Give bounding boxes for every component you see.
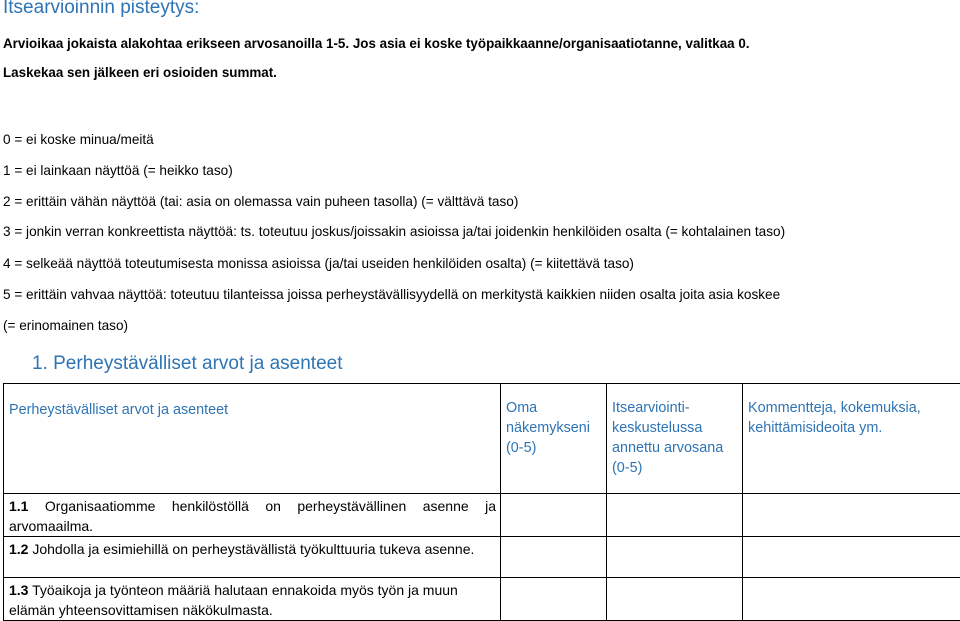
table-header-cell (607, 384, 743, 494)
table-row (4, 578, 960, 621)
instructions-line-1: Arvioikaa jokaista alakohtaa erikseen arvosanoilla 1-5. Jos asia ei koske työpaikkaanne/organisaatiotanne, valitkaa 0. (3, 36, 750, 51)
discussion-grade-input-cell[interactable] (607, 537, 743, 578)
table-row (4, 494, 960, 537)
table-row (4, 537, 960, 578)
page-heading: Itsearvioinnin pisteytys: (3, 0, 199, 19)
comments-input-cell[interactable] (743, 537, 960, 578)
scale-line-5: 5 = erittäin vahvaa näyttöä: toteutuu tilanteissa joissa perheystävällisyydellä on merkitystä kaikkien niiden osalta joita asia koskee (3, 287, 780, 302)
item-number: 1.2 (9, 541, 28, 557)
item-text: Työaikoja ja työnteon määriä halutaan ennakoida myös työn ja muun elämän yhteensovittamisen näkökulmasta. (9, 582, 458, 618)
section-title: 1. Perheystävälliset arvot ja asenteet (32, 353, 343, 375)
item-text: Organisaatiomme henkilöstöllä on perheystävällinen asenne ja arvomaailma. (9, 498, 496, 534)
column-header-discussion-grade: Itsearviointi-keskustelussa annettu arvosana (0-5) (612, 398, 738, 478)
assessment-table (3, 383, 960, 621)
instructions-line-2: Laskekaa sen jälkeen eri osioiden summat. (3, 65, 277, 80)
column-header-comments: Kommentteja, kokemuksia, kehittämisideoita ym. (748, 398, 956, 438)
table-header-cell (4, 384, 501, 494)
discussion-grade-input-cell[interactable] (607, 578, 743, 621)
scale-line-1: 1 = ei lainkaan näyttöä (= heikko taso) (3, 163, 233, 178)
item-text-cell (4, 578, 501, 621)
column-header-topic: Perheystävälliset arvot ja asenteet (9, 402, 228, 418)
scale-line-3: 3 = jonkin verran konkreettista näyttöä: ts. toteutuu joskus/joissakin asioissa ja/tai joidenkin henkilöiden osalta (= kohtalainen taso) (3, 224, 785, 239)
item-number: 1.1 (9, 498, 28, 514)
own-view-input-cell[interactable] (501, 494, 607, 537)
item-text-cell (4, 494, 501, 537)
scale-line-4: 4 = selkeää näyttöä toteutumisesta monissa asioissa (ja/tai useiden henkilöiden osalta) (= kiitettävä taso) (3, 256, 634, 271)
comments-input-cell[interactable] (743, 578, 960, 621)
item-number: 1.3 (9, 582, 28, 598)
own-view-input-cell[interactable] (501, 578, 607, 621)
item-text: Johdolla ja esimiehillä on perheystävällistä työkulttuuria tukeva asenne. (28, 541, 474, 557)
scale-line-5-cont: (= erinomainen taso) (3, 318, 128, 333)
table-header-cell (501, 384, 607, 494)
discussion-grade-input-cell[interactable] (607, 494, 743, 537)
item-text-cell (4, 537, 501, 578)
scale-line-0: 0 = ei koske minua/meitä (3, 132, 154, 147)
comments-input-cell[interactable] (743, 494, 960, 537)
own-view-input-cell[interactable] (501, 537, 607, 578)
table-header-cell (743, 384, 960, 494)
scale-line-2: 2 = erittäin vähän näyttöä (tai: asia on olemassa vain puheen tasolla) (= välttävä taso) (3, 194, 518, 209)
column-header-own-view: Oma näkemykseni (0-5) (506, 398, 602, 458)
